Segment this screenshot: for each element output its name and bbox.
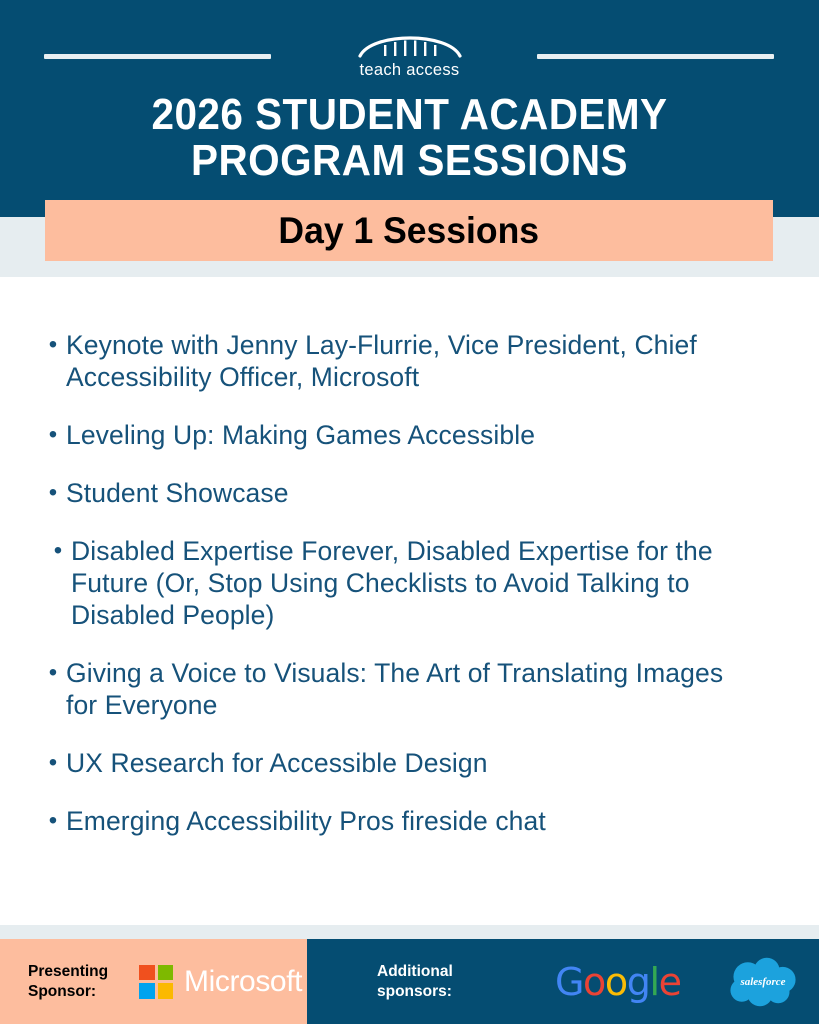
list-item — [40, 535, 779, 631]
google-letter: o — [583, 959, 605, 1004]
microsoft-tile-green — [158, 965, 174, 981]
list-item — [40, 805, 779, 837]
session-list — [0, 277, 819, 925]
list-item — [40, 747, 779, 779]
sponsor-footer — [0, 939, 819, 1024]
google-letter: e — [658, 959, 681, 1004]
day-banner — [45, 200, 773, 261]
session-title: Keynote with Jenny Lay-Flurrie, Vice President, Chief Accessibility Officer, Microsoft — [66, 330, 697, 392]
google-letter: G — [555, 959, 584, 1004]
page-title-line2: PROGRAM SESSIONS — [191, 136, 628, 185]
presenting-sponsor-section — [0, 939, 307, 1024]
session-title: Giving a Voice to Visuals: The Art of Translating Images for Everyone — [66, 658, 724, 720]
salesforce-cloud-icon — [725, 957, 801, 1007]
presenting-sponsor-label-line1: Presenting — [28, 962, 109, 980]
list-item — [40, 477, 779, 509]
page-title — [33, 92, 786, 184]
teach-access-wordmark: teach access — [359, 61, 460, 79]
microsoft-wordmark: Microsoft — [184, 964, 303, 998]
additional-sponsors-label — [377, 962, 497, 1002]
day-banner-label: Day 1 Sessions — [278, 209, 540, 251]
bullet-icon: • — [48, 749, 58, 776]
footer-divider-strip — [0, 925, 819, 939]
bullet-icon: • — [53, 537, 63, 564]
microsoft-squares-icon — [139, 965, 173, 999]
teach-access-logo — [0, 28, 819, 88]
microsoft-logo — [139, 965, 302, 999]
header-banner — [0, 0, 819, 217]
list-item — [40, 419, 779, 451]
additional-sponsors-label-line2: sponsors: — [377, 982, 452, 1000]
svg-text:salesforce: salesforce — [740, 975, 786, 988]
additional-sponsors-label-line1: Additional — [377, 962, 453, 980]
bullet-icon: • — [48, 659, 58, 686]
bridge-arch-icon — [358, 28, 462, 58]
microsoft-tile-yellow — [158, 983, 174, 999]
presenting-sponsor-label — [28, 962, 133, 1002]
bullet-icon: • — [48, 421, 58, 448]
google-letter: l — [649, 959, 659, 1004]
session-title: Disabled Expertise Forever, Disabled Expertise for the Future (Or, Stop Using Checklists to Avoid Talking to Disabled People) — [71, 536, 713, 630]
bullet-icon: • — [48, 331, 58, 358]
list-item — [40, 657, 779, 721]
microsoft-tile-blue — [139, 983, 155, 999]
microsoft-tile-red — [139, 965, 155, 981]
google-letter: g — [626, 959, 650, 1004]
google-letter: o — [604, 959, 627, 1004]
session-title: Student Showcase — [66, 478, 289, 508]
google-logo — [555, 959, 681, 1004]
salesforce-logo — [725, 957, 801, 1007]
bullet-icon: • — [48, 479, 58, 506]
session-title: UX Research for Accessible Design — [66, 748, 488, 778]
bullet-icon: • — [48, 807, 58, 834]
list-item — [40, 329, 779, 393]
session-title: Leveling Up: Making Games Accessible — [66, 420, 536, 450]
page-title-line1: 2026 STUDENT ACADEMY — [151, 90, 668, 139]
presenting-sponsor-label-line2: Sponsor: — [28, 982, 97, 1000]
additional-sponsors-section — [307, 939, 819, 1024]
session-title: Emerging Accessibility Pros fireside chat — [66, 806, 546, 836]
